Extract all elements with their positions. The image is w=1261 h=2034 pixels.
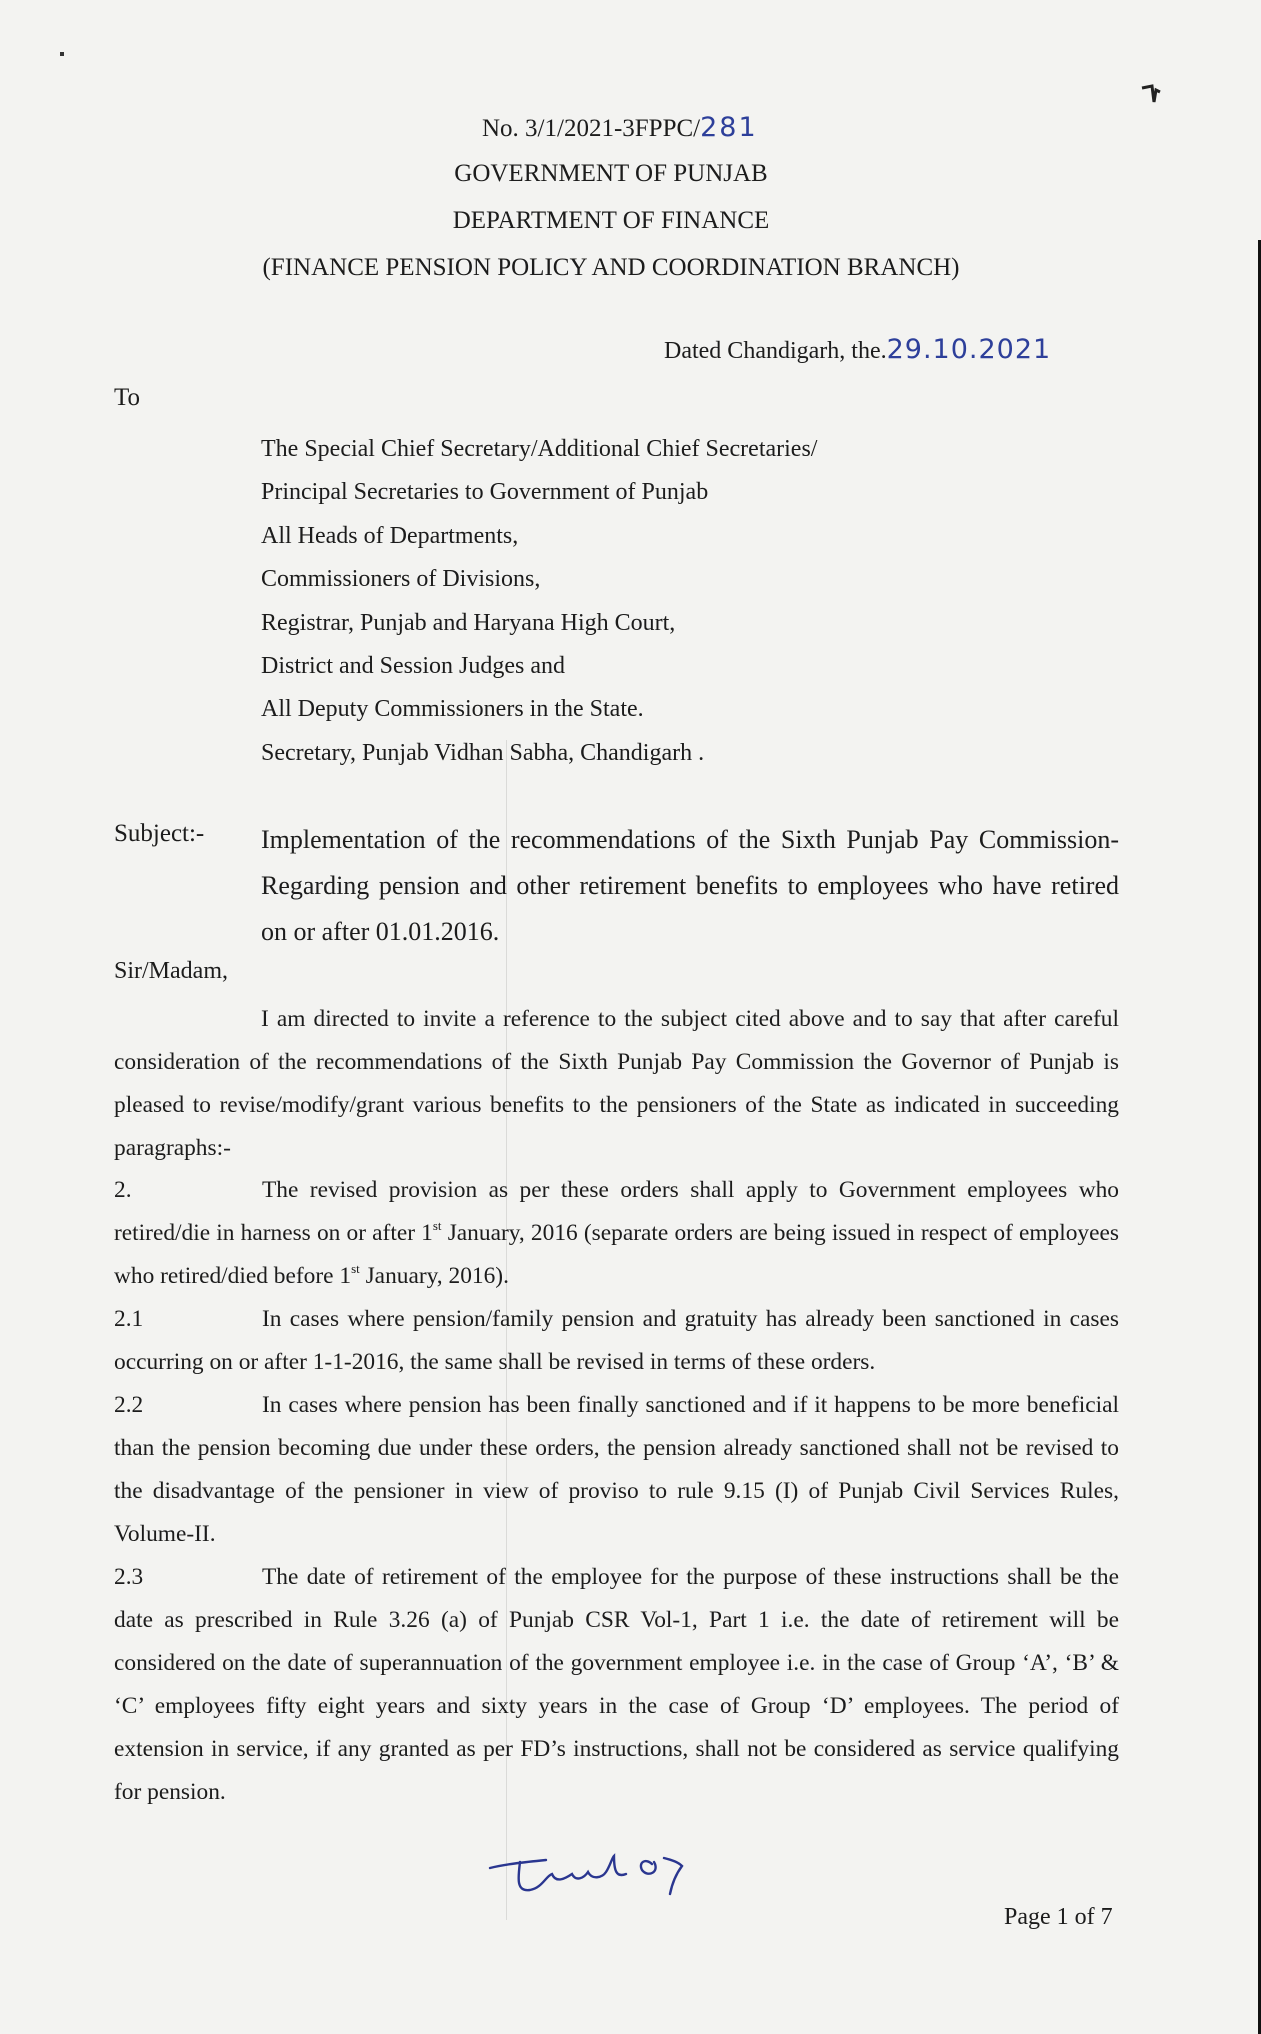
paragraph-2-2: 2.2 In cases where pension has been finally sanctioned and if it happens to be more beneficial than the pension becoming due under these orders, the pension already sanctioned shall not be revised to the disadvantage of the pensioner in view of proviso to rule 9.15 (I) of Punjab Civil Services Rules, Volume-II. (114, 1384, 1119, 1556)
paragraph-2-3: 2.3 The date of retirement of the employee for the purpose of these instructions shall be the date as prescribed in Rule 3.26 (a) of Punjab CSR Vol-1, Part 1 i.e. the date of retirement will be considered on the date of superannuation of the government employee i.e. in the case of Group ‘A’, ‘B’ & ‘C’ employees fifty eight years and sixty years in the case of Group ‘D’ employees. The period of extension in service, if any granted as per FD’s instructions, shall not be considered as service qualifying for pension. (114, 1556, 1119, 1814)
subject-label: Subject:- (114, 820, 205, 847)
branch-heading: (FINANCE PENSION POLICY AND COORDINATION BRANCH) (262, 254, 960, 281)
department-heading: DEPARTMENT OF FINANCE (452, 207, 770, 234)
paragraph-number: 2.1 (114, 1306, 144, 1332)
paragraph-number: 2.2 (114, 1392, 144, 1418)
addressee-line: Registrar, Punjab and Haryana High Court, (261, 609, 676, 636)
paragraph-number: 2.3 (114, 1564, 144, 1590)
paragraph-number: 2. (114, 1177, 132, 1203)
salutation: Sir/Madam, (114, 958, 228, 984)
addressee-line: All Heads of Departments, (261, 522, 519, 549)
handwritten-signature (486, 1848, 736, 1908)
reference-number: No. 3/1/2021-3FPPC/281 (482, 112, 758, 143)
addressee-list (261, 428, 817, 775)
addressee-line: Principal Secretaries to Government of Punjab (261, 479, 709, 506)
dated-line: Dated Chandigarh, the.29.10.2021 (664, 334, 1052, 365)
handwritten-ref: 281 (700, 112, 758, 143)
handwritten-date: 29.10.2021 (886, 334, 1052, 365)
intro-paragraph: I am directed to invite a reference to the subject cited above and to say that after careful consideration of the recommendations of the Sixth Punjab Pay Commission the Governor of Punjab is pleased to revise/modify/grant various benefits to the pensioners of the State as indicated in succeeding paragraphs:- (114, 1006, 1119, 1161)
addressee-line: The Special Chief Secretary/Additional Chief Secretaries/ (261, 436, 818, 462)
scan-speck (60, 52, 64, 56)
addressee-line: All Deputy Commissioners in the State. (261, 696, 644, 723)
addressee-line: Commissioners of Divisions, (261, 566, 541, 593)
paragraph-2: 2. The revised provision as per these orders shall apply to Government employees who retired/die in harness on or after 1st January, 2016 (separate orders are being issued in respect of employees who retired/died before 1st January, 2016). (114, 1169, 1119, 1298)
addressee-line: District and Session Judges and (261, 653, 565, 680)
to-label: To (114, 384, 141, 411)
government-heading: GOVERNMENT OF PUNJAB (454, 160, 768, 187)
paragraph-2-1: 2.1 In cases where pension/family pension and gratuity has already been sanctioned in cases occurring on or after 1-1-2016, the same shall be revised in terms of these orders. (114, 1298, 1119, 1384)
addressee-line: Secretary, Punjab Vidhan Sabha, Chandigarh . (261, 739, 705, 766)
scan-speck (1140, 82, 1162, 106)
subject-text: Implementation of the recommendations of the Sixth Punjab Pay Commission- Regarding pension and other retirement benefits to employees who have retired on or after 01.01.2016. (261, 825, 1119, 946)
page-number: Page 1 of 7 (1004, 1904, 1113, 1930)
